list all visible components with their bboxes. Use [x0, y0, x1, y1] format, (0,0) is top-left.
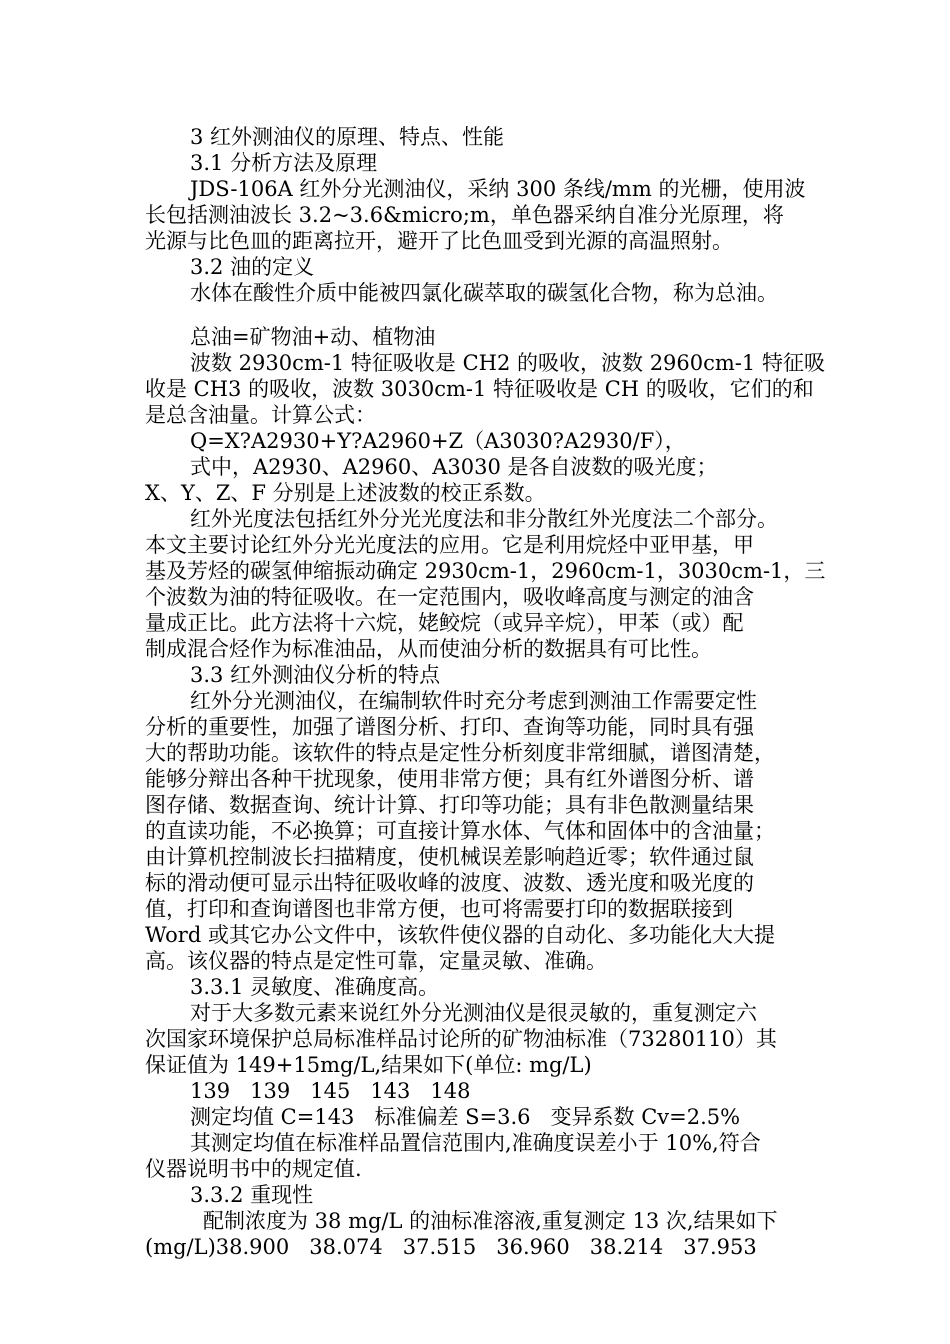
paragraph-line: X、Y、Z、F 分别是上述波数的校正系数。	[145, 481, 546, 505]
paragraph-line: 水体在酸性介质中能被四氯化碳萃取的碳氢化合物，称为总油。	[190, 281, 778, 305]
paragraph-line: 基及芳烃的碳氢伸缩振动确定 2930cm-1，2960cm-1，3030cm-1，三	[145, 559, 826, 583]
paragraph-line: JDS-106A 红外分光测油仪，采纳 300 条线/mm 的光栅，使用波	[190, 177, 806, 201]
paragraph-line: 其测定均值在标准样品置信范围内,准确度误差小于 10%,符合	[190, 1131, 761, 1155]
paragraph-line: 个波数为油的特征吸收。在一定范围内，吸收峰高度与测定的油含	[145, 585, 754, 609]
paragraph-line: 值，打印和查询谱图也非常方便，也可将需要打印的数据联接到	[145, 897, 733, 921]
section-heading-3-3-1: 3.3.1 灵敏度、准确度高。	[190, 975, 440, 999]
paragraph-line: 的直读功能，不必换算；可直接计算水体、气体和固体中的含油量；	[145, 819, 775, 843]
paragraph-line: 对于大多数元素来说红外分光测油仪是很灵敏的，重复测定六	[190, 1001, 757, 1025]
paragraph-line: 式中，A2930、A2960、A3030 是各自波数的吸光度；	[190, 455, 718, 479]
paragraph-line: 仪器说明书中的规定值.	[145, 1157, 362, 1181]
section-heading-3-3: 3.3 红外测油仪分析的特点	[190, 663, 441, 687]
section-heading-3-3-2: 3.3.2 重现性	[190, 1183, 314, 1207]
data-values-line: 139 139 145 143 148	[190, 1079, 471, 1103]
paragraph-line: 量成正比。此方法将十六烷，姥鲛烷（或异辛烷），甲苯（或）配	[145, 611, 744, 635]
paragraph-line: 收是 CH3 的吸收，波数 3030cm-1 特征吸收是 CH 的吸收，它们的和	[145, 377, 814, 401]
paragraph-line: 波数 2930cm-1 特征吸收是 CH2 的吸收，波数 2960cm-1 特征吸	[190, 351, 825, 375]
paragraph-line: 总油=矿物油+动、植物油	[190, 325, 436, 349]
paragraph-line: 光源与比色皿的距离拉开，避开了比色皿受到光源的高温照射。	[145, 229, 733, 253]
data-values-line: (mg/L)38.900 38.074 37.515 36.960 38.214 37.953	[145, 1235, 757, 1259]
section-heading-3-2: 3.2 油的定义	[190, 255, 315, 279]
paragraph-line: 次国家环境保护总局标准样品讨论所的矿物油标准（73280110）其	[145, 1027, 777, 1051]
paragraph-line: 保证值为 149+15mg/L,结果如下(单位: mg/L)	[145, 1053, 592, 1077]
paragraph-line: 红外分光测油仪，在编制软件时充分考虑到测油工作需要定性	[190, 689, 757, 713]
paragraph-line: 能够分辩出各种干扰现象，使用非常方便；具有红外谱图分析、谱	[145, 767, 754, 791]
section-heading-3: 3 红外测油仪的原理、特点、性能	[190, 125, 505, 149]
paragraph-line: 本文主要讨论红外分光光度法的应用。它是利用烷烃中亚甲基，甲	[145, 533, 754, 557]
paragraph-line: Word 或其它办公文件中，该软件使仪器的自动化、多功能化大大提	[145, 923, 775, 947]
paragraph-line: 大的帮助功能。该软件的特点是定性分析刻度非常细腻，谱图清楚，	[145, 741, 775, 765]
paragraph-line: 制成混合烃作为标准油品，从而使油分析的数据具有可比性。	[145, 637, 712, 661]
paragraph-line: 是总含油量。计算公式：	[145, 403, 376, 427]
paragraph-line: 图存储、数据查询、统计计算、打印等功能；具有非色散测量结果	[145, 793, 754, 817]
paragraph-line: 高。该仪器的特点是定性可靠，定量灵敏、准确。	[145, 949, 607, 973]
statistics-line: 测定均值 C=143 标准偏差 S=3.6 变异系数 Cv=2.5%	[190, 1105, 741, 1129]
paragraph-line: 长包括测油波长 3.2~3.6&micro;m，单色器采纳自准分光原理，将	[145, 203, 784, 227]
formula-line: Q=X?A2930+Y?A2960+Z（A3030?A2930/F），	[190, 429, 686, 453]
paragraph-line: 标的滑动便可显示出特征吸收峰的波度、波数、透光度和吸光度的	[145, 871, 754, 895]
paragraph-line: 红外光度法包括红外分光光度法和非分散红外光度法二个部分。	[190, 507, 778, 531]
paragraph-line: 由计算机控制波长扫描精度，使机械误差影响趋近零；软件通过鼠	[145, 845, 754, 869]
section-heading-3-1: 3.1 分析方法及原理	[190, 151, 378, 175]
paragraph-line: 配制浓度为 38 mg/L 的油标准溶液,重复测定 13 次,结果如下	[203, 1209, 778, 1233]
paragraph-line: 分析的重要性，加强了谱图分析、打印、查询等功能，同时具有强	[145, 715, 754, 739]
